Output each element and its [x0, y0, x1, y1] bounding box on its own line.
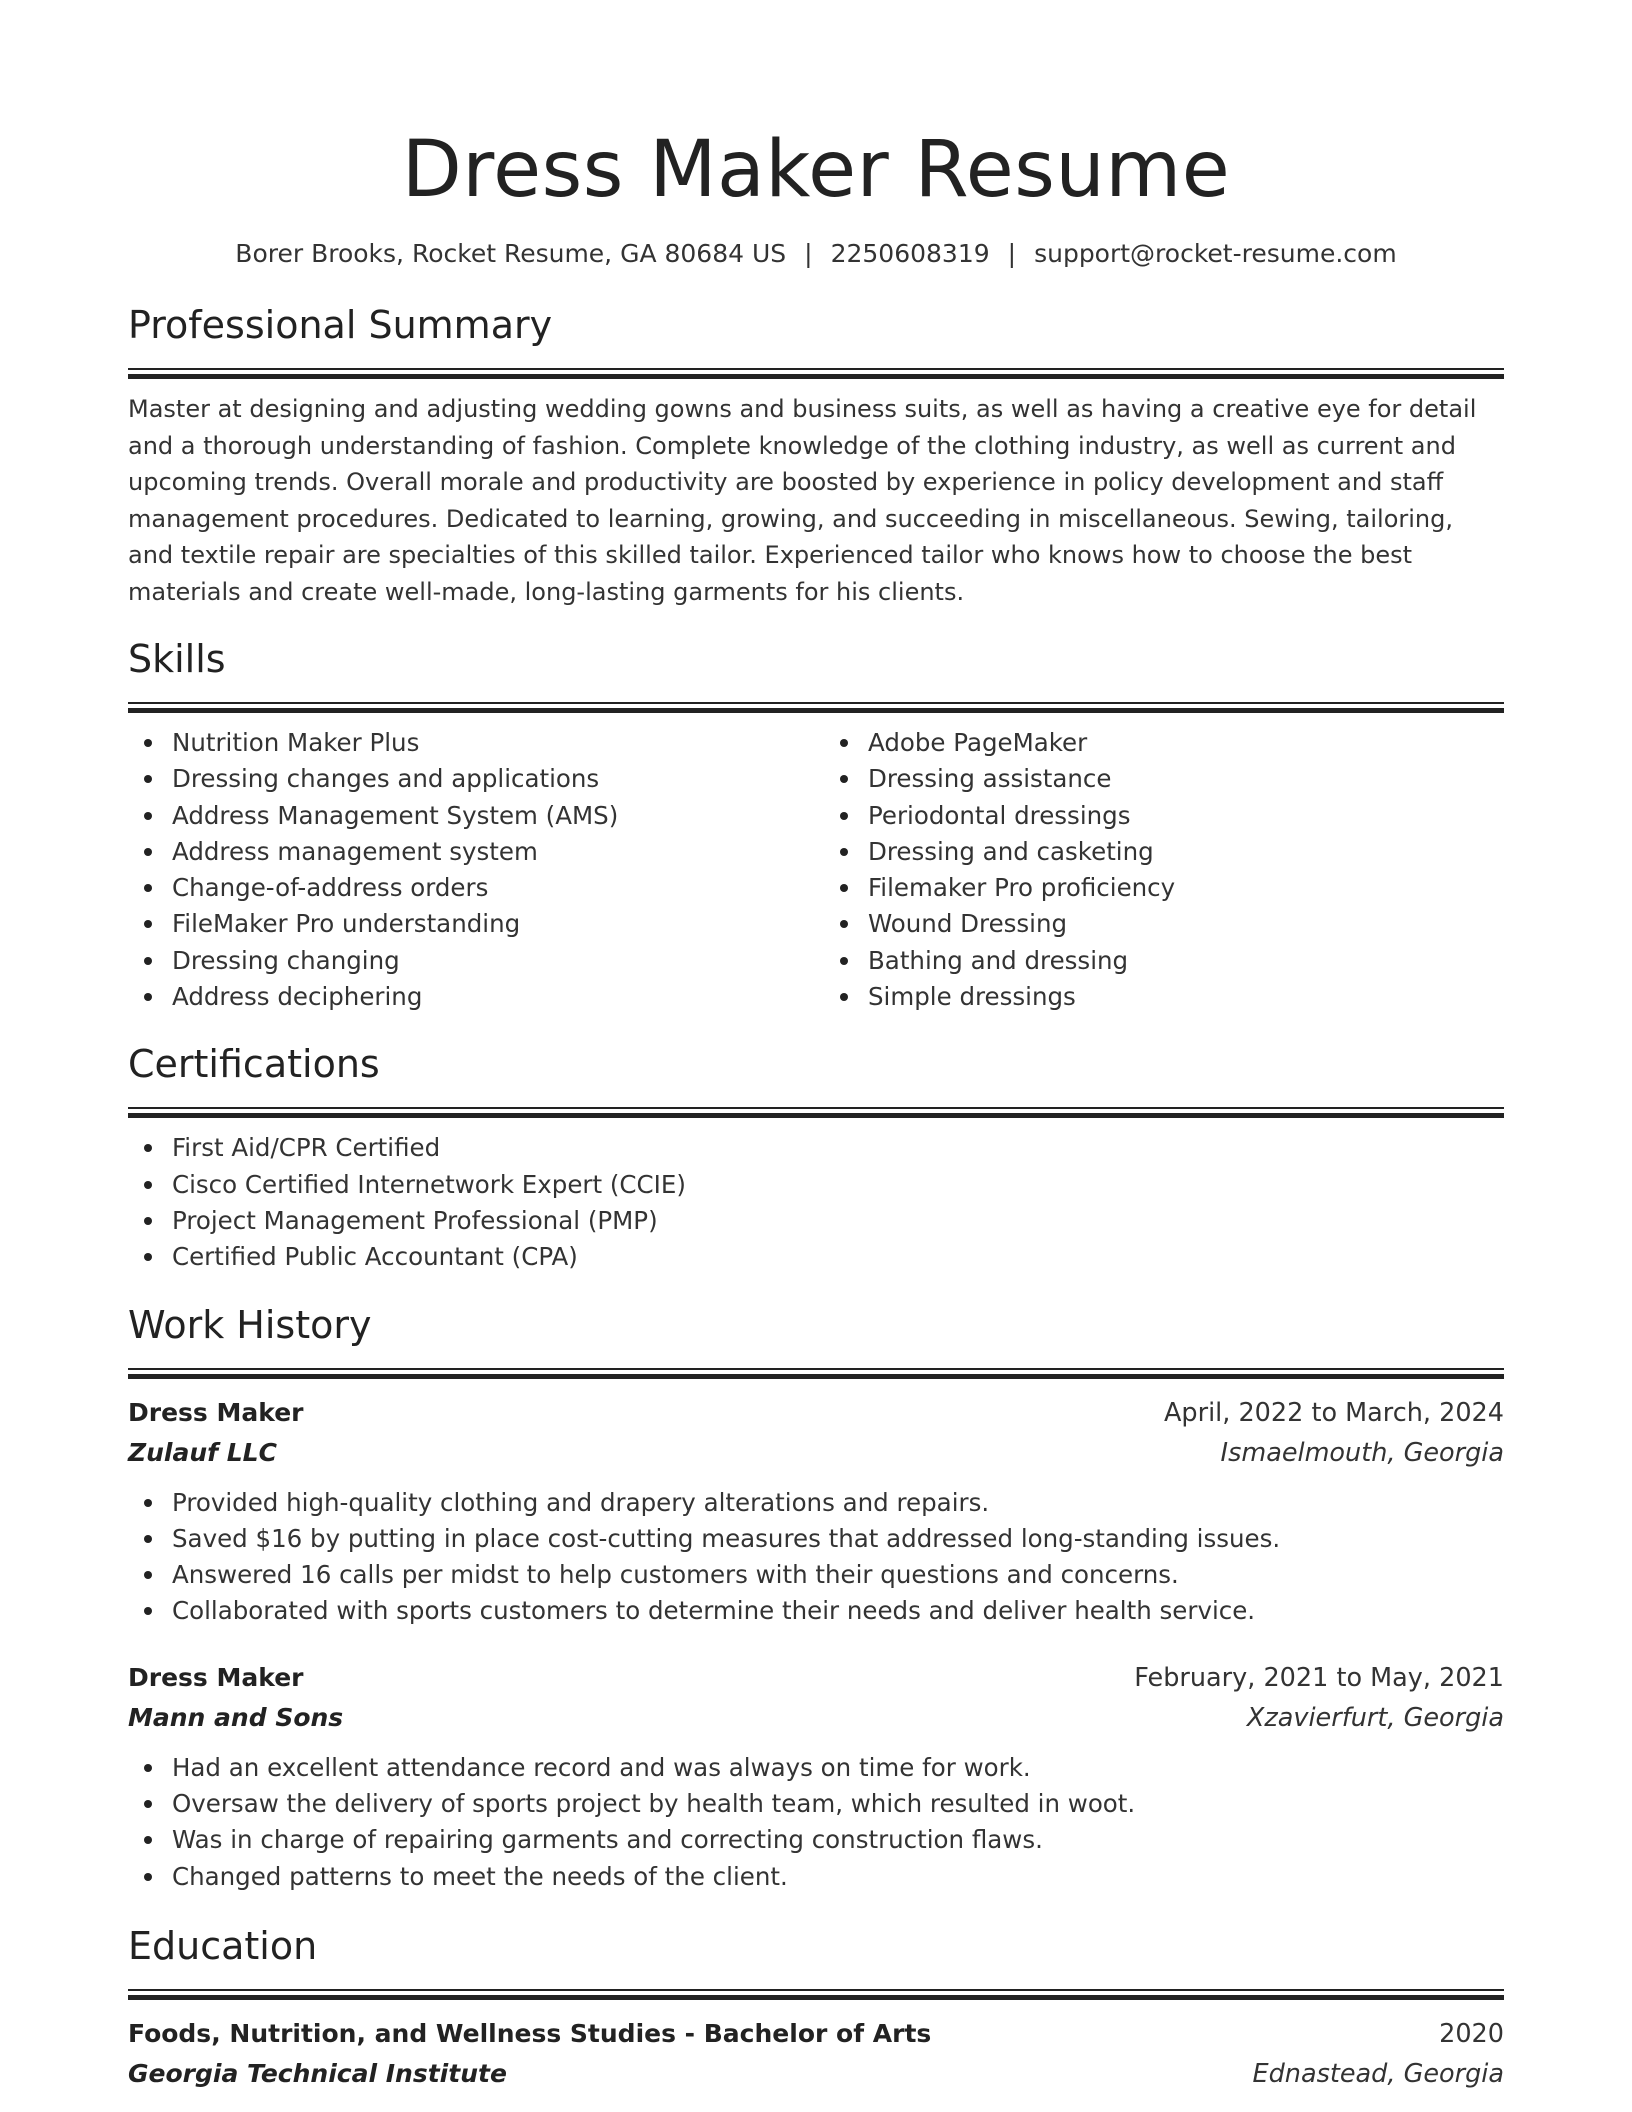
- resume-title: Dress Maker Resume: [401, 125, 1231, 215]
- job-bullets: [128, 1485, 1504, 1630]
- job-location: Ismaelmouth, Georgia: [1220, 1437, 1504, 1468]
- summary-section: [128, 300, 1504, 610]
- certification-item: First Aid/CPR Certified: [128, 1130, 1504, 1166]
- job-title: Dress Maker: [128, 1662, 304, 1692]
- job-bullet: Collaborated with sports customers to determine their needs and deliver health service.: [128, 1593, 1504, 1629]
- certification-item: Certified Public Accountant (CPA): [128, 1239, 1504, 1275]
- certifications-heading: Certifications: [128, 1042, 380, 1087]
- education-school: Georgia Technical Institute: [128, 2058, 507, 2088]
- job-bullet: Provided high-quality clothing and drapery alterations and repairs.: [128, 1485, 1504, 1521]
- section-divider: [128, 1989, 1504, 2000]
- skill-item: Dressing changes and applications: [128, 761, 808, 797]
- job-title: Dress Maker: [128, 1397, 304, 1427]
- skills-list-right: [808, 725, 1504, 1015]
- job-bullet: Answered 16 calls per midst to help customers with their questions and concerns.: [128, 1557, 1504, 1593]
- skill-item: Wound Dressing: [824, 906, 1504, 942]
- job-header: [128, 1393, 1504, 1433]
- skills-section: [128, 634, 1504, 1015]
- education-location: Ednastead, Georgia: [1252, 2058, 1504, 2089]
- skill-item: Dressing and casketing: [824, 834, 1504, 870]
- skill-item: Address deciphering: [128, 979, 808, 1015]
- certification-item: Cisco Certified Internetwork Expert (CCIE): [128, 1167, 1504, 1203]
- job-dates: April, 2022 to March, 2024: [1163, 1397, 1504, 1428]
- skills-heading: Skills: [128, 637, 226, 681]
- education-degree: Foods, Nutrition, and Wellness Studies - Bachelor of Arts: [128, 2018, 932, 2048]
- skill-item: Dressing changing: [128, 943, 808, 979]
- skill-item: Periodontal dressings: [824, 798, 1504, 834]
- job-entry: [128, 1658, 1504, 1895]
- job-bullet: Changed patterns to meet the needs of the client.: [128, 1859, 1504, 1895]
- section-divider: [128, 1107, 1504, 1118]
- education-section: [128, 1921, 1504, 2094]
- job-bullets: [128, 1750, 1504, 1895]
- job-bullet: Oversaw the delivery of sports project by health team, which resulted in woot.: [128, 1786, 1504, 1822]
- skill-item: Bathing and dressing: [824, 943, 1504, 979]
- work-history-heading: Work History: [128, 1302, 372, 1347]
- skill-item: Dressing assistance: [824, 761, 1504, 797]
- education-subheader: [128, 2054, 1504, 2094]
- skill-item: Simple dressings: [824, 979, 1504, 1015]
- section-divider: [128, 702, 1504, 713]
- summary-heading: Professional Summary: [128, 303, 553, 347]
- job-subheader: [128, 1433, 1504, 1473]
- skill-item: Adobe PageMaker: [824, 725, 1504, 761]
- job-bullet: Was in charge of repairing garments and correcting construction flaws.: [128, 1822, 1504, 1858]
- skill-item: Address Management System (AMS): [128, 798, 808, 834]
- work-history-section: [128, 1300, 1504, 1895]
- skills-list-left: [128, 725, 808, 1015]
- certifications-section: [128, 1039, 1504, 1275]
- contact-separator: |: [804, 239, 813, 268]
- job-header: [128, 1658, 1504, 1698]
- job-bullet: Saved $16 by putting in place cost-cutting measures that addressed long-standing issues.: [128, 1521, 1504, 1557]
- contact-phone: 2250608319: [830, 239, 990, 268]
- education-heading: Education: [128, 1923, 318, 1968]
- contact-separator: |: [1007, 239, 1017, 268]
- education-entry: [128, 2014, 1504, 2094]
- skill-item: Change-of-address orders: [128, 870, 808, 906]
- skills-columns: [128, 725, 1504, 1015]
- contact-email: support@rocket-resume.com: [1034, 239, 1397, 268]
- skill-item: FileMaker Pro understanding: [128, 906, 808, 942]
- summary-text: Master at designing and adjusting wedding gowns and business suits, as well as having a creative eye for detail and a thorough understanding of fashion. Complete knowledge of the clothing industry, as well as current and upcoming trends. Overall morale and productivity are boosted by experience in policy development and staff management procedures. Dedicated to learning, growing, and succeeding in miscellaneous. Sewing, tailoring, and textile repair are specialties of this skilled tailor. Experienced tailor who knows how to choose the best materials and create well-made, long-lasting garments for his clients.: [128, 395, 1477, 606]
- certifications-list: [128, 1130, 1504, 1275]
- job-company: Zulauf LLC: [128, 1437, 277, 1467]
- job-entry: [128, 1393, 1504, 1630]
- section-divider: [128, 1368, 1504, 1379]
- job-location: Xzavierfurt, Georgia: [1246, 1702, 1504, 1733]
- job-company: Mann and Sons: [128, 1702, 344, 1732]
- education-year: 2020: [1439, 2018, 1504, 2049]
- section-divider: [128, 368, 1504, 379]
- job-subheader: [128, 1698, 1504, 1738]
- education-header: [128, 2014, 1504, 2054]
- skill-item: Address management system: [128, 834, 808, 870]
- job-bullet: Had an excellent attendance record and was always on time for work.: [128, 1750, 1504, 1786]
- skill-item: Nutrition Maker Plus: [128, 725, 808, 761]
- job-dates: February, 2021 to May, 2021: [1134, 1662, 1504, 1693]
- certification-item: Project Management Professional (PMP): [128, 1203, 1504, 1239]
- contact-line: [128, 236, 1504, 272]
- contact-address: Borer Brooks, Rocket Resume, GA 80684 US: [235, 239, 787, 268]
- skill-item: Filemaker Pro proficiency: [824, 870, 1504, 906]
